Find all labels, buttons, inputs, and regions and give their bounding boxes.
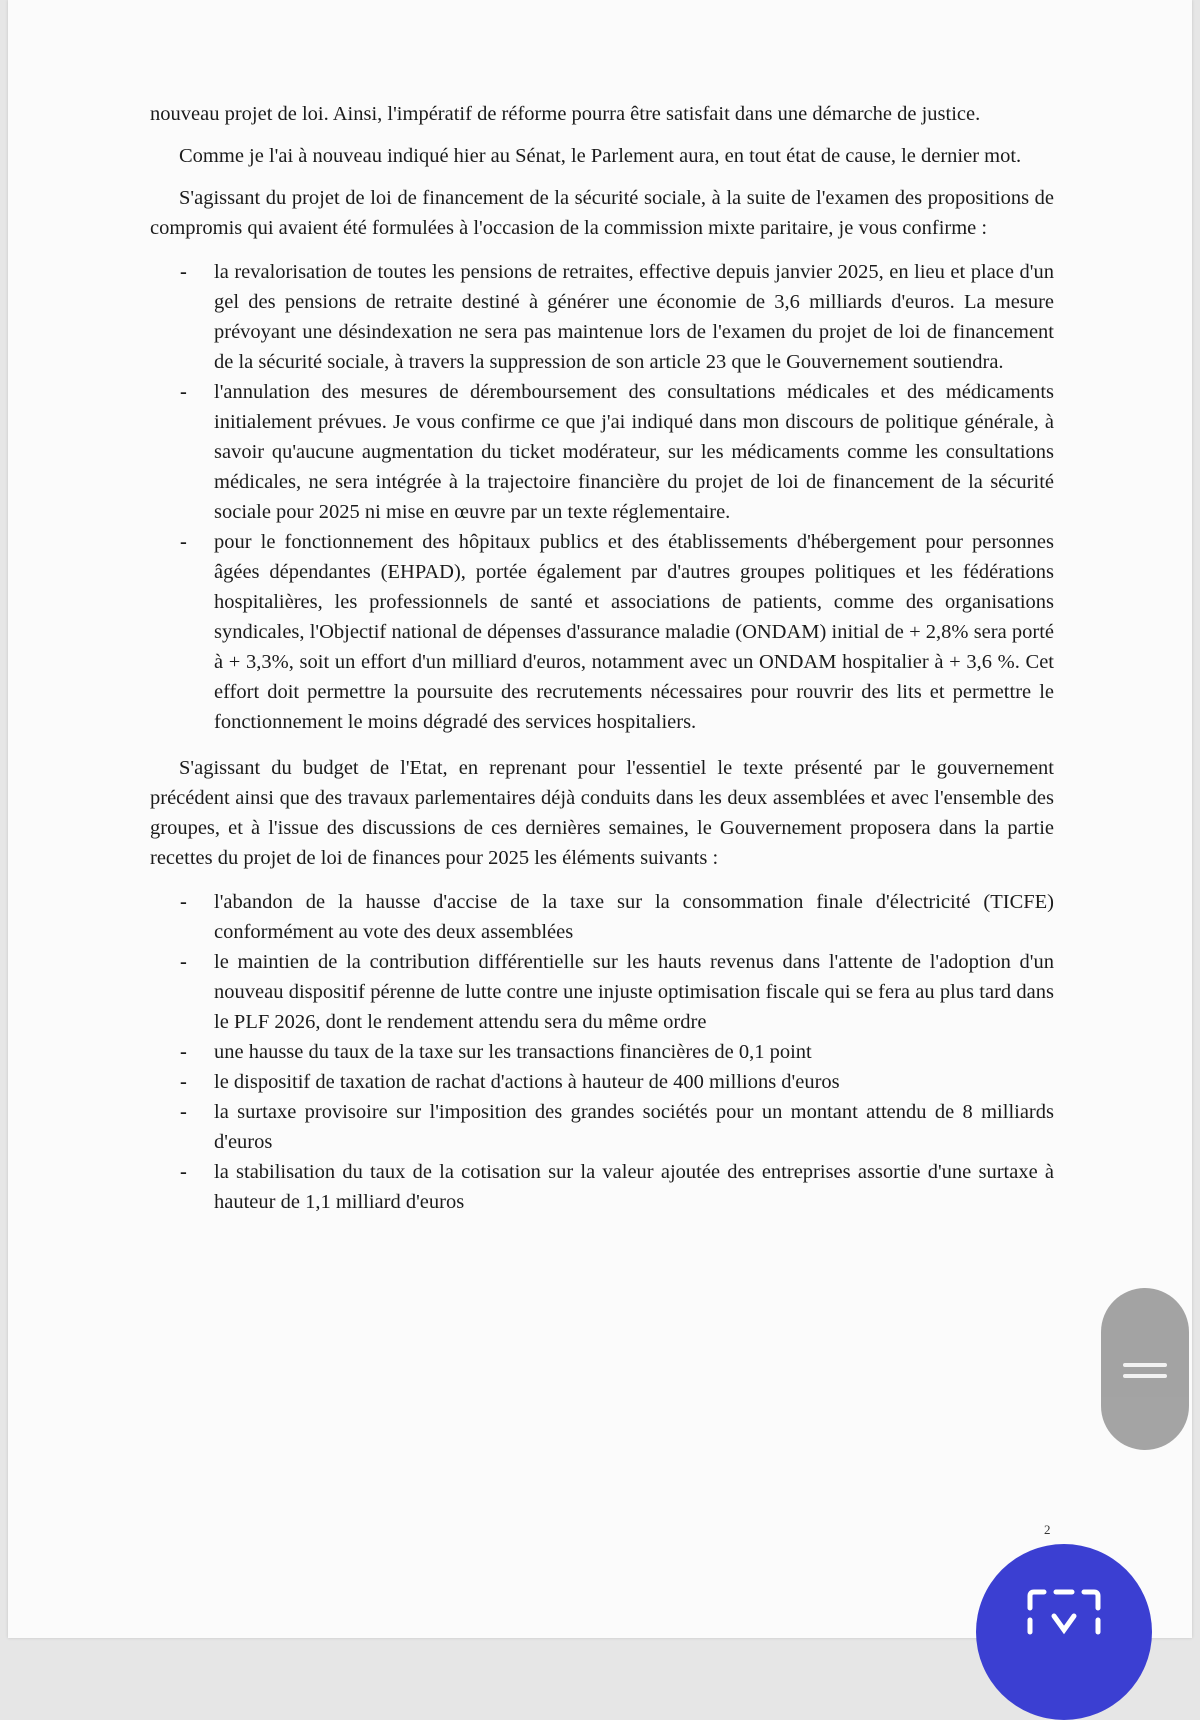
page-number: 2 (1044, 1522, 1051, 1537)
list-item: - la revalorisation de toutes les pensions de retraites, effective depuis janvier 2025, en lieu et place d'un gel des pensions de retraite destiné à générer une économie de 3,6 milliards d'euros. La mesure prévoyant une désindexation ne sera pas maintenue lors de l'examen du projet de loi de financement de la sécurité sociale, à travers la suppression de son article 23 que le Gouvernement soutiendra. (214, 257, 1054, 377)
paragraph: S'agissant du budget de l'Etat, en reprenant pour l'essentiel le texte présenté par le gouvernement précédent ainsi que des travaux parlementaires déjà conduits dans les deux assemblées et avec l'ensemble des groupes, et à l'issue des discussions de ces dernières semaines, le Gouvernement proposera dans la partie recettes du projet de loi de finances pour 2025 les éléments suivants : (150, 757, 1054, 869)
secu-measures-list (150, 257, 1054, 737)
list-item: - pour le fonctionnement des hôpitaux publics et des établissements d'hébergement pour personnes âgées dépendantes (EHPAD), portée également par d'autres groupes politiques et les fédérations hospitalières, les professionnels de santé et associations de patients, comme des organisations syndicales, l'Objectif national de dépenses d'assurance maladie (ONDAM) initial de + 2,8% sera porté à + 3,3%, soit un effort d'un milliard d'euros, notamment avec un ONDAM hospitalier à + 3,6 %. Cet effort doit permettre la poursuite des recrutements nécessaires pour rouvrir des lits et permettre le fonctionnement le moins dégradé des services hospitaliers. (214, 527, 1054, 737)
paragraph: Comme je l'ai à nouveau indiqué hier au Sénat, le Parlement aura, en tout état de cause, le dernier mot. (179, 145, 1022, 167)
document-body (150, 99, 1054, 1233)
list-item: - l'annulation des mesures de déremboursement des consultations médicales et des médicaments initialement prévues. Je vous confirme ce que j'ai indiqué dans mon discours de politique générale, à savoir qu'aucune augmentation du ticket modérateur, sur les médicaments comme les consultations médicales, ne sera intégrée à la trajectoire financière du projet de loi de financement de la sécurité sociale pour 2025 ni mise en œuvre par un texte réglementaire. (214, 377, 1054, 527)
drag-lines-icon (1123, 1363, 1167, 1367)
paragraph: nouveau projet de loi. Ainsi, l'impératif de réforme pourra être satisfait dans une démarche de justice. (150, 103, 981, 125)
scan-button[interactable] (976, 1544, 1152, 1720)
scan-document-icon (1024, 1586, 1104, 1638)
list-item: - une hausse du taux de la taxe sur les transactions financières de 0,1 point (214, 1037, 1054, 1067)
list-item: - l'abandon de la hausse d'accise de la taxe sur la consommation finale d'électricité (TICFE) conformément au vote des deux assemblées (214, 887, 1054, 947)
drag-lines-icon (1123, 1374, 1167, 1378)
paragraph: S'agissant du projet de loi de financement de la sécurité sociale, à la suite de l'examen des propositions de compromis qui avaient été formulées à l'occasion de la commission mixte paritaire, je vous confirme : (150, 187, 1054, 239)
list-item: - la surtaxe provisoire sur l'imposition des grandes sociétés pour un montant attendu de 8 milliards d'euros (214, 1097, 1054, 1157)
list-item: - la stabilisation du taux de la cotisation sur la valeur ajoutée des entreprises assortie d'une surtaxe à hauteur de 1,1 milliard d'euros (214, 1157, 1054, 1217)
list-item: - le dispositif de taxation de rachat d'actions à hauteur de 400 millions d'euros (214, 1067, 1054, 1097)
document-page (8, 0, 1192, 1638)
budget-measures-list (150, 887, 1054, 1217)
list-item: - le maintien de la contribution différentielle sur les hauts revenus dans l'attente de l'adoption d'un nouveau dispositif pérenne de lutte contre une injuste optimisation fiscale qui se fera au plus tard dans le PLF 2026, dont le rendement attendu sera du même ordre (214, 947, 1054, 1037)
scroll-handle[interactable] (1101, 1288, 1189, 1450)
